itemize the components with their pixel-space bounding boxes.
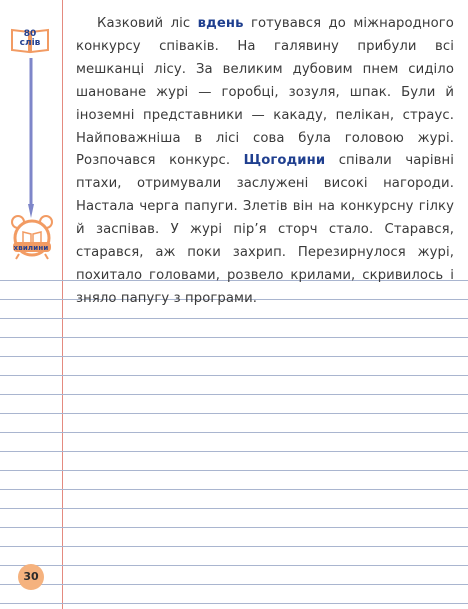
word-count-unit: слів [19,38,41,48]
rule-line [0,432,468,433]
rule-line [0,470,468,471]
alarm-clock-icon [9,212,55,262]
text-segment: готувався до міжнародного конкурсу співаків. На галявину прибули всі мешканці лісу. За великим дубовим пнем сиділо шановане журі — горобці, зозуля, шпак. Були й іноземні представники — какаду, пелікан, страус. Найповажніша в лісі сова була головою журі. Розпочався конкурс. [76,16,454,169]
rule-line [0,375,468,376]
rule-line [0,337,468,338]
text-segment: Казковий ліс [97,16,198,31]
rule-line [0,584,468,585]
text-segment: співали чарівні птахи, отримували заслужені високі нагороди. Настала черга папуги. Злетів він на конкурсну гілку й заспівав. У журі пір’я сторч стало. Старався, старався, аж поки захрип. Перезирнулося журі, похитало головами, розвело крилами, скривилось і зняло папугу з програми. [76,153,454,306]
rule-line [0,318,468,319]
rule-line [0,508,468,509]
rule-line [0,546,468,547]
word-count-badge [10,30,50,48]
arrow-down-icon [28,58,34,218]
page-number: 30 [18,564,44,590]
bold-word-day: вдень [197,16,244,31]
rule-line [0,394,468,395]
ruled-lines [0,280,468,609]
word-count-number: 80 [23,29,37,39]
rule-line [0,603,468,604]
minutes-label: хвилини [13,244,49,252]
rule-line [0,356,468,357]
bold-word-hourly: Щогодини [243,153,326,169]
rule-line [0,527,468,528]
rule-line [0,489,468,490]
rule-line [0,451,468,452]
rule-line [0,413,468,414]
rule-line [0,565,468,566]
reading-text [76,13,454,311]
